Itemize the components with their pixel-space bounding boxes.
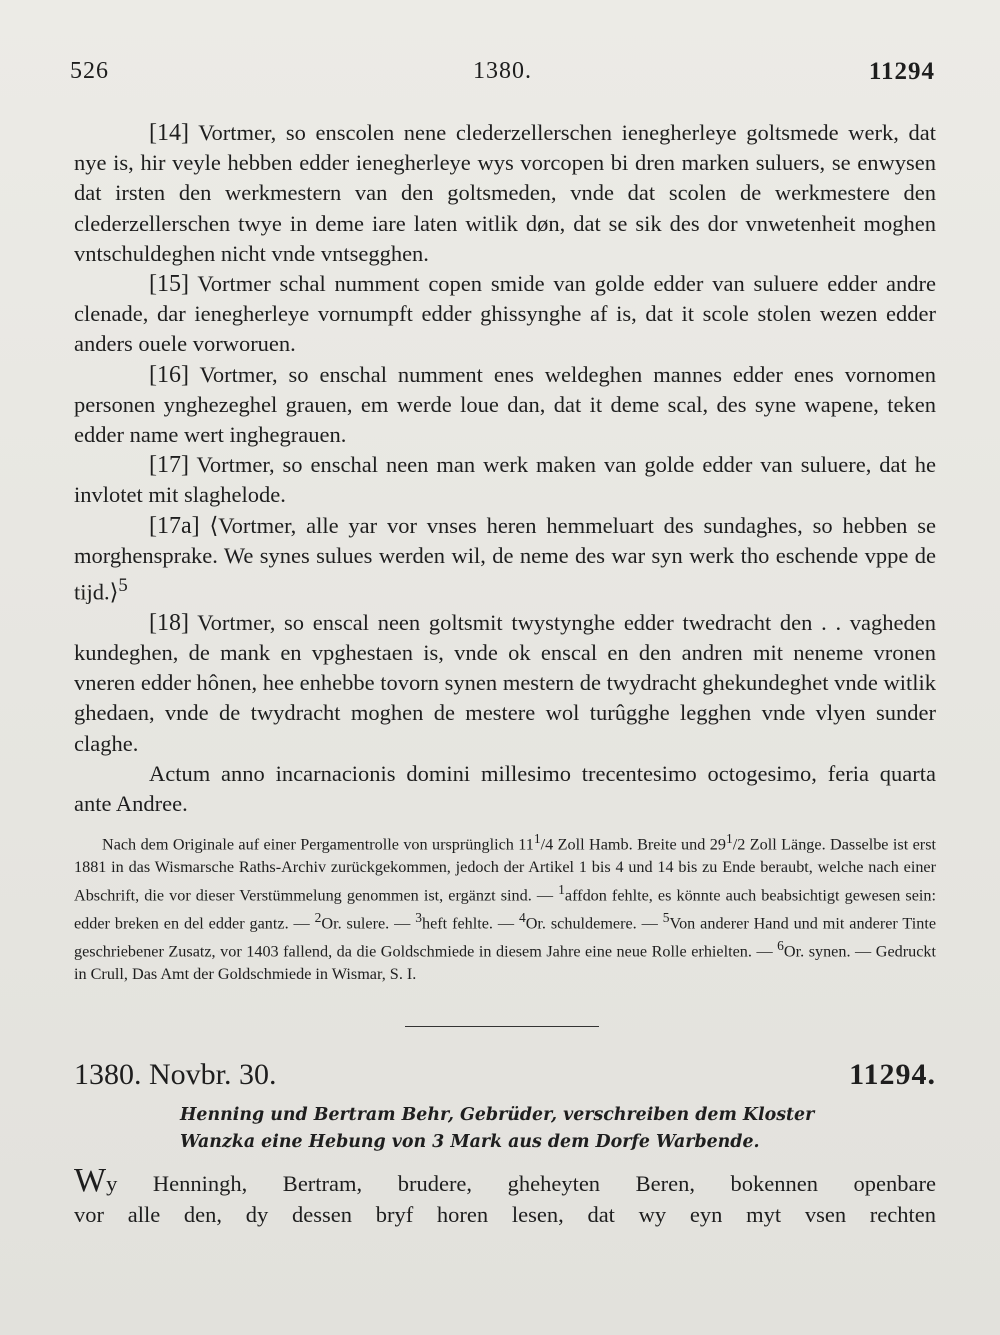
entry-summary (180, 1102, 936, 1156)
article-paragraph (74, 511, 936, 608)
footnote-marker: 6 (777, 937, 784, 953)
article-number: [17] (149, 452, 189, 479)
running-head (70, 58, 935, 90)
charter-line: Wy Henningh, Bertram, brudere, gheheyten Beren, bokennen openbare (74, 1162, 936, 1199)
footnote-marker: 4 (518, 909, 526, 925)
article-number: [14] (149, 120, 189, 146)
article-paragraph (74, 360, 936, 451)
charter-line: vor alle den, dy dessen bryf horen lesen, dat wy eyn myt vsen rechten (74, 1201, 936, 1227)
summary-line: Henning und Bertram Behr, Gebrüder, verschreiben dem Kloster (180, 1105, 815, 1125)
summary-line: Wanzka eine Hebung von 3 Mark aus dem Dorfe Warbende. (180, 1132, 760, 1152)
article-number: [18] (149, 609, 189, 636)
dating-clause (74, 759, 936, 819)
article-body: ⟨Vortmer, alle yar vor vnses heren hemmeluart des sundaghes, so hebben se morghensprake. We synes sulues werden wil, de neme des war syn werk tho eschende vppe de tijd.⟩ (74, 512, 936, 605)
entry-date: 1380. Novbr. 30. (74, 1058, 277, 1091)
article-paragraph (74, 269, 936, 360)
footnote-marker: 5 (118, 575, 128, 597)
article-number: [16] (149, 361, 189, 388)
page-number: 526 (70, 58, 109, 84)
article-body: Vortmer, so enschal neen man werk maken van golde edder van suluere, dat he invlotet mit slaghelode. (74, 452, 936, 508)
article-body: Vortmer schal numment copen smide van golde edder van suluere edder andre clenade, dar ienegherleye vornumpft edder ghissynghe af is, dat it scole stolen wezen edder anders ouele vorworuen. (74, 271, 936, 357)
article-number: [17a] (149, 512, 200, 539)
section-divider (405, 1026, 599, 1027)
footnote-marker: 5 (662, 909, 670, 925)
article-body: Vortmer, so enschal numment enes weldeghen mannes edder enes vornomen personen ynghezeghel grauen, em werde loue dan, dat it deme scal, des syne wapene, teken edder name wert inghegrauen. (74, 361, 936, 448)
article-number: [15] (149, 271, 189, 298)
editorial-notes (74, 828, 936, 985)
entry-heading (74, 1058, 936, 1098)
article-paragraph (74, 450, 936, 510)
running-head-document-number: 11294 (868, 58, 935, 85)
article-body: Vortmer, so enscal neen goltsmit twystynghe edder twedracht den . . vagheden kundeghen, de mank en vpghestaen is, vnde ok enscal en den andren mit neneme vronen vneren edder hônen, hee enhebbe tovorn synen mestern de twydracht ghekundeghet vnde witlik ghedaen, vnde de twydracht moghen de mestere wol turûgghe legghen vnde vlyen sunder claghe. (74, 609, 936, 756)
charter-text (74, 1162, 936, 1230)
article-paragraph (74, 608, 936, 759)
initial-letter: W (74, 1162, 107, 1199)
entry-number: 11294. (849, 1058, 936, 1091)
footnote-marker: 3 (415, 909, 422, 925)
article-text (74, 118, 936, 819)
notes-paragraph: Nach dem Originale auf einer Pergamentrolle von ursprünglich $11^1/4$ Zoll Hamb. Breite und $29^1/2$ Zoll Länge. Dasselbe ist erst 1881 in das Wismarsche Raths-Archiv zurückgekommen, jedoch der Artikel 1 bis 4 und 14 bis zu Ende beraubt, welche nach einer Abschrift, die vor dieser Verstümmelung genommen ist, ergänzt sind. — $^1$affdon fehlte, es könnte auch beabsichtigt gewesen sein: edder breken en del edder gantz. — $^2$Or. sulere. — $^3$heft fehlte. — $^4$Or. schuldemere. — $^5$Von anderer Hand und mit anderer Tinte geschriebener Zusatz, vor 1403 fallend, da die Goldschmiede in diesem Jahre eine neue Rolle erhielten. — $^6$Or. synen. — Gedruckt in Crull, Das Amt der Goldschmiede in Wismar, S. I. (74, 831, 936, 983)
footnote-marker: 1 (558, 881, 565, 897)
article-body: Vortmer, so enscolen nene clederzellerschen ienegherleye goltsmede werk, dat nye is, hir veyle hebben edder ienegherleye wys vorcopen bi dren marken suluers, se enwysen dat irsten den werkmestern van den goltsmeden, vnde dat scolen de werkmestere den clederzellerschen twye in deme iare laten witlik døn, dat se sik des dor vnwetenheit moghen vntschuldeghen nicht vnde vntsegghen. (74, 120, 936, 266)
footnote-marker: 2 (314, 909, 322, 925)
running-head-year: 1380. (473, 58, 532, 84)
article-body: Actum anno incarnacionis domini millesimo trecentesimo octogesimo, feria quarta ante Andree. (74, 760, 936, 816)
article-paragraph (74, 118, 936, 269)
